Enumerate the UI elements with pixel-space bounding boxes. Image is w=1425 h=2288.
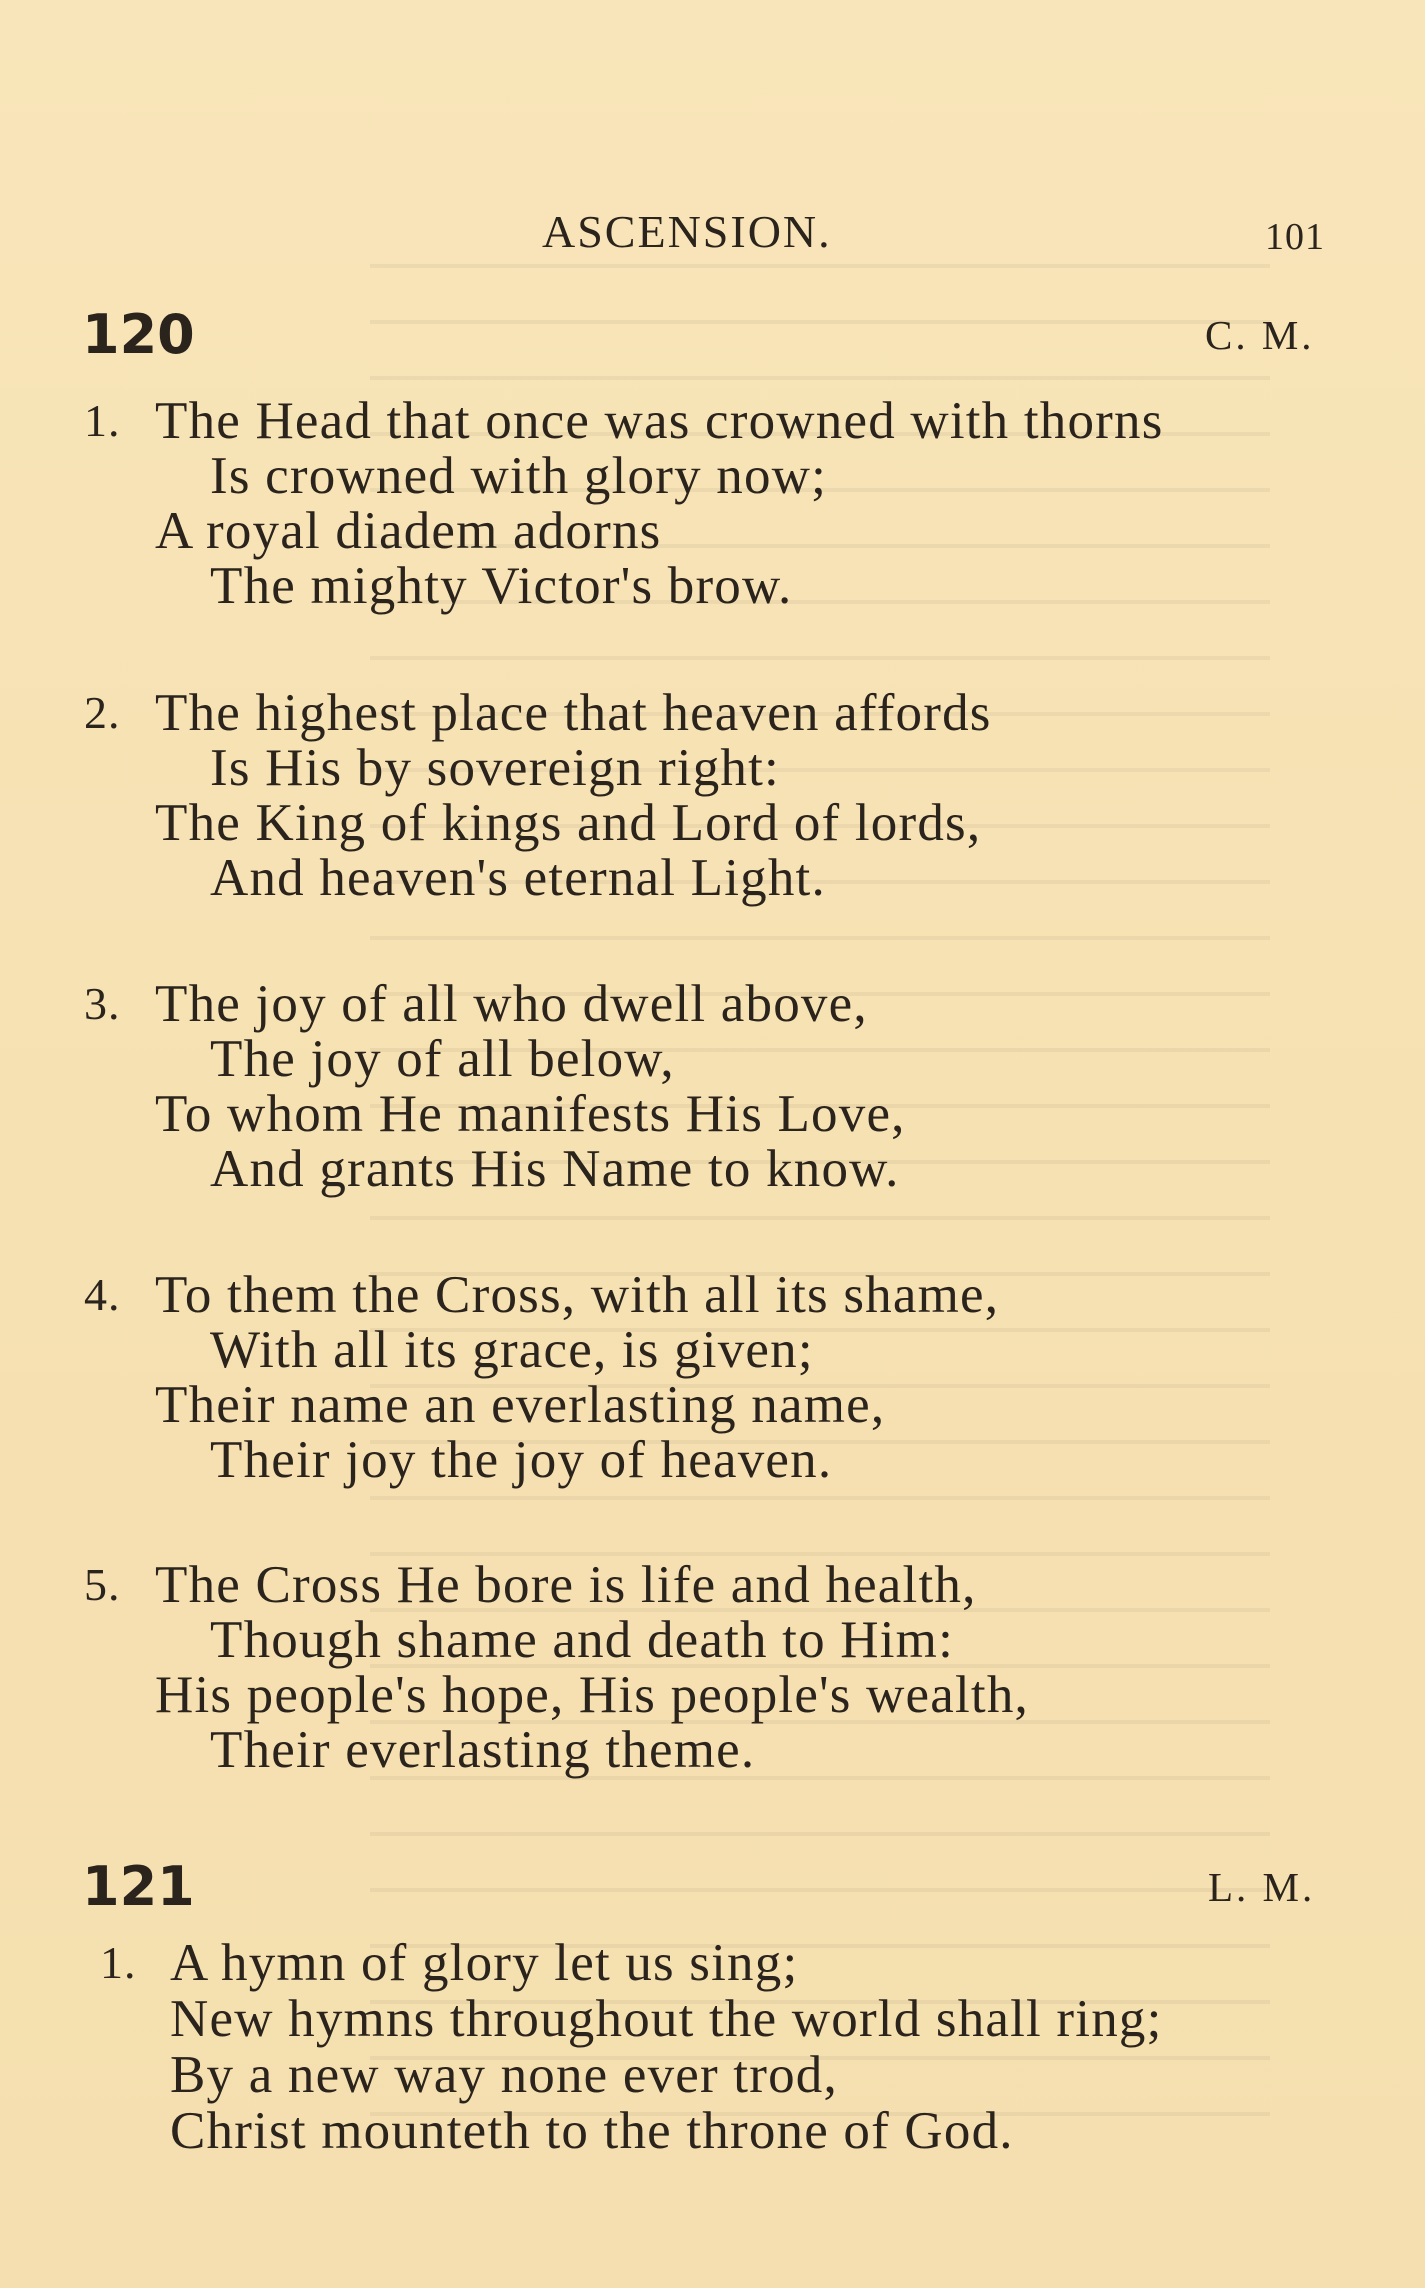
- hymn-line: The joy of all who dwell above,: [155, 975, 868, 1033]
- hymn-line: A royal diadem adorns: [155, 502, 662, 560]
- hymn-number: 121: [82, 1855, 195, 1918]
- hymn-line: Though shame and death to Him:: [210, 1611, 954, 1669]
- hymn-line: His people's hope, His people's wealth,: [155, 1666, 1029, 1724]
- hymn-line: Their everlasting theme.: [210, 1721, 756, 1779]
- stanza-number: 2.: [84, 687, 121, 738]
- hymn-121-header: [0, 1855, 1425, 1925]
- stanza-number: 4.: [84, 1269, 121, 1320]
- hymn-line: Is His by sovereign right:: [210, 739, 780, 797]
- page-number: 101: [1265, 216, 1325, 258]
- running-head: ASCENSION.: [542, 206, 832, 257]
- hymn-line: The King of kings and Lord of lords,: [155, 794, 982, 852]
- hymn-line: With all its grace, is given;: [210, 1321, 814, 1379]
- hymn-line: By a new way none ever trod,: [170, 2046, 838, 2104]
- hymn-line: A hymn of glory let us sing;: [170, 1934, 799, 1992]
- hymn-meter: L. M.: [1208, 1864, 1316, 1910]
- stanza-number: 3.: [84, 978, 121, 1029]
- hymn-line: New hymns throughout the world shall ring;: [170, 1990, 1163, 2048]
- hymn-line: To whom He manifests His Love,: [155, 1085, 906, 1143]
- page-header: [0, 205, 1425, 265]
- stanza-number: 5.: [84, 1559, 121, 1610]
- hymn-line: Christ mounteth to the throne of God.: [170, 2102, 1014, 2160]
- stanza-number: 1.: [100, 1937, 137, 1988]
- hymn-meter: C. M.: [1205, 312, 1315, 358]
- hymn-line: Is crowned with glory now;: [210, 447, 828, 505]
- hymn-number: 120: [82, 303, 195, 366]
- hymn-line: And heaven's eternal Light.: [210, 849, 826, 907]
- hymn-line: Their name an everlasting name,: [155, 1376, 886, 1434]
- hymn-line: The highest place that heaven affords: [155, 684, 992, 742]
- hymn-line: Their joy the joy of heaven.: [210, 1431, 833, 1489]
- stanza-number: 1.: [84, 395, 121, 446]
- hymn-120-header: [0, 303, 1425, 373]
- hymn-line: The mighty Victor's brow.: [210, 557, 793, 615]
- hymn-line: The Cross He bore is life and health,: [155, 1556, 977, 1614]
- hymn-line: To them the Cross, with all its shame,: [155, 1266, 1000, 1324]
- hymn-line: The joy of all below,: [210, 1030, 675, 1088]
- hymn-line: The Head that once was crowned with thorns: [155, 392, 1164, 450]
- hymn-line: And grants His Name to know.: [210, 1140, 900, 1198]
